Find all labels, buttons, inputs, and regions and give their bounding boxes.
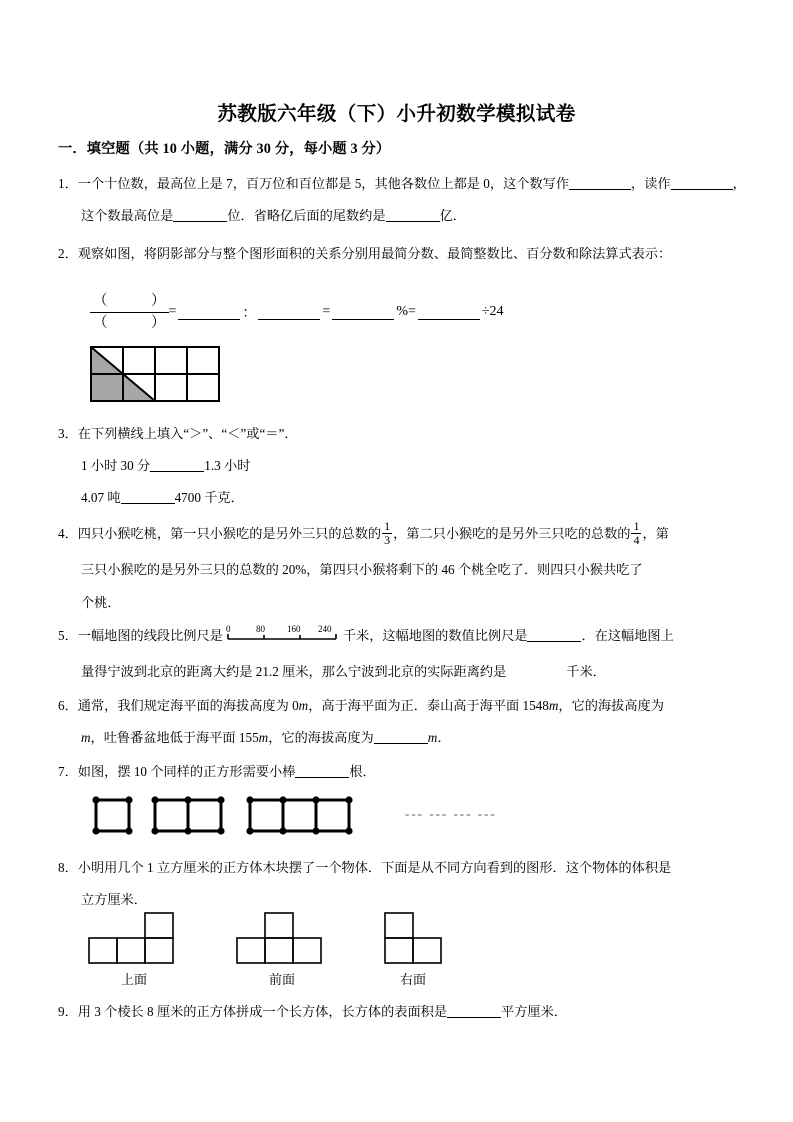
question-4-line1a: 四只小猴吃桃，第一只小猴吃的是另外三只的总数的 bbox=[77, 526, 382, 541]
question-3-line3b: 4700 千克． bbox=[174, 490, 244, 505]
answer-blank[interactable] bbox=[671, 175, 733, 190]
view-top bbox=[88, 912, 184, 988]
question-5-line1c: ．在这幅地图上 bbox=[581, 628, 674, 643]
answer-blank[interactable] bbox=[150, 457, 204, 472]
question-2-line1: 观察如图，将阴影部分与整个图形面积的关系分别用最简分数、最简整数比、百分数和除法算式表示： bbox=[77, 246, 672, 261]
question-6-number: 6． bbox=[58, 698, 78, 713]
view-top-svg bbox=[88, 912, 184, 964]
question-6 bbox=[58, 690, 758, 754]
question-8 bbox=[58, 852, 758, 916]
question-1-line1a: 一个十位数，最高位上是 7，百万位和百位都是 5，其他各数位上都是 0，这个数写作 bbox=[77, 176, 570, 191]
fraction-numerator: （ ） bbox=[93, 292, 166, 309]
question-9-line1a: 用 3 个棱长 8 厘米的正方体拼成一个长方体，长方体的表面积是 bbox=[77, 1004, 448, 1019]
question-3-line1: 在下列横线上填入“＞”、“＜”或“＝”． bbox=[77, 426, 298, 441]
answer-blank[interactable] bbox=[447, 1003, 501, 1018]
answer-blank[interactable] bbox=[527, 627, 581, 642]
unit-meter: m． bbox=[427, 730, 451, 745]
question-6-line2c: ，它的海拔高度为 bbox=[268, 730, 374, 745]
question-1-line2b: 位．省略亿后面的尾数约是 bbox=[227, 208, 386, 223]
answer-blank[interactable] bbox=[178, 305, 240, 320]
matchstick-figure bbox=[88, 792, 388, 845]
answer-blank[interactable] bbox=[258, 305, 320, 320]
fraction-one-quarter bbox=[631, 520, 641, 548]
scale-axis bbox=[228, 634, 336, 639]
question-4-line1c: ，第 bbox=[642, 526, 669, 541]
question-3-line2b: 1.3 小时 bbox=[204, 458, 251, 473]
scale-tick-80: 80 bbox=[255, 624, 265, 634]
square-group-3 bbox=[250, 800, 349, 831]
question-6-line1c: ，它的海拔高度为 bbox=[558, 698, 664, 713]
scale-tick-160: 160 bbox=[286, 624, 301, 634]
answer-blank[interactable] bbox=[332, 305, 394, 320]
question-9-number: 9． bbox=[58, 1004, 78, 1019]
question-7 bbox=[58, 756, 758, 788]
answer-blank[interactable] bbox=[569, 175, 631, 190]
question-2-expression bbox=[90, 291, 504, 333]
scale-tick-240: 240 bbox=[317, 624, 332, 634]
question-1-line1c: ， bbox=[732, 176, 746, 191]
square-group-3-dots bbox=[246, 796, 352, 834]
colon-sign: ： bbox=[242, 306, 257, 321]
question-4 bbox=[58, 516, 758, 618]
question-6-line2b: ，吐鲁番盆地低于海平面 155 bbox=[90, 730, 259, 745]
equals-sign-2: = bbox=[322, 304, 331, 319]
question-5-line2b: 千米． bbox=[566, 664, 606, 679]
bracket-fraction bbox=[90, 292, 169, 333]
question-5 bbox=[58, 620, 758, 688]
percent-equals: %= bbox=[396, 304, 416, 319]
unit-meter: m bbox=[81, 730, 91, 745]
question-4-number: 4． bbox=[58, 526, 78, 541]
view-right bbox=[384, 912, 454, 988]
shaded-grid-figure bbox=[89, 345, 221, 408]
section-heading: 一．填空题（共 10 小题，满分 30 分，每小题 3 分） bbox=[58, 141, 391, 157]
square-group-1 bbox=[96, 800, 129, 831]
question-5-number: 5． bbox=[58, 628, 78, 643]
answer-blank[interactable] bbox=[295, 763, 349, 778]
equals-sign-1: = bbox=[168, 304, 177, 319]
answer-blank[interactable] bbox=[121, 489, 175, 504]
question-5-line2a: 量得宁波到北京的距离大约是 21.2 厘米，那么宁波到北京的实际距离约是 bbox=[81, 664, 507, 679]
fraction-numerator: 1 bbox=[633, 519, 640, 534]
answer-blank[interactable] bbox=[374, 729, 428, 744]
view-right-label: 右面 bbox=[399, 972, 426, 987]
view-front-svg bbox=[236, 912, 332, 964]
question-6-line1b: ，高于海平面为正．泰山高于海平面 1548 bbox=[308, 698, 549, 713]
question-2 bbox=[58, 238, 758, 270]
view-front bbox=[236, 912, 332, 988]
view-right-svg bbox=[384, 912, 454, 964]
unit-meter: m bbox=[298, 698, 309, 713]
question-7-line1b: 根． bbox=[349, 764, 376, 779]
answer-blank[interactable] bbox=[418, 305, 480, 320]
question-3-line3a: 4.07 吨 bbox=[81, 490, 121, 505]
scale-bar-svg bbox=[224, 622, 342, 644]
unit-meter: m bbox=[258, 730, 269, 745]
question-8-line2: 立方厘米． bbox=[81, 892, 147, 907]
answer-blank[interactable] bbox=[386, 207, 440, 222]
scale-tick-0: 0 bbox=[225, 624, 231, 634]
question-3 bbox=[58, 418, 758, 514]
question-1-line2c: 亿． bbox=[439, 208, 466, 223]
question-4-line1b: ，第二只小猴吃的是另外三只吃的总数的 bbox=[393, 526, 631, 541]
question-1-number: 1． bbox=[58, 176, 78, 191]
shaded-grid-svg bbox=[89, 345, 221, 403]
answer-blank[interactable] bbox=[173, 207, 227, 222]
fraction-numerator: 1 bbox=[384, 519, 391, 534]
square-group-1-dots bbox=[92, 796, 132, 834]
question-8-number: 8． bbox=[58, 860, 78, 875]
question-3-line2a: 1 小时 30 分 bbox=[81, 458, 151, 473]
three-views-figure bbox=[88, 912, 454, 988]
question-9-line1b: 平方厘米． bbox=[501, 1004, 567, 1019]
question-7-line1a: 如图，摆 10 个同样的正方形需要小棒 bbox=[77, 764, 296, 779]
question-4-line3: 个桃． bbox=[81, 595, 121, 610]
square-group-2 bbox=[155, 800, 221, 831]
scale-bar-figure bbox=[224, 622, 342, 656]
page-title: 苏教版六年级（下）小升初数学模拟试卷 bbox=[217, 104, 576, 125]
question-9 bbox=[58, 996, 758, 1028]
view-front-label: 前面 bbox=[268, 972, 295, 987]
question-1-line1b: ，读作 bbox=[631, 176, 671, 191]
matchstick-svg bbox=[88, 792, 388, 840]
answer-blank[interactable] bbox=[506, 664, 566, 678]
question-3-number: 3． bbox=[58, 426, 78, 441]
fraction-denominator: （ ） bbox=[90, 312, 169, 333]
question-2-number: 2． bbox=[58, 246, 78, 261]
divide-24: ÷24 bbox=[481, 304, 504, 319]
question-5-line1b: ，这幅地图的数值比例尺是 bbox=[369, 628, 528, 643]
question-4-line2: 三只小猴吃的是另外三只的总数的 20%，第四只小猴将剩下的 46 个桃全吃了．则四只小猴共吃了 bbox=[81, 562, 643, 577]
question-7-number: 7． bbox=[58, 764, 78, 779]
question-5-unit: 千米 bbox=[342, 628, 370, 643]
fraction-one-third bbox=[382, 520, 392, 548]
question-5-line1a: 一幅地图的线段比例尺是 bbox=[77, 628, 223, 643]
fraction-denominator: 4 bbox=[633, 533, 640, 548]
question-8-line1: 小明用几个 1 立方厘米的正方体木块摆了一个物体．下面是从不同方向看到的图形．这个物体的体积是 bbox=[77, 860, 672, 875]
unit-meter: m bbox=[548, 698, 559, 713]
view-top-label: 上面 bbox=[120, 972, 147, 987]
matchstick-ellipsis: --- --- --- --- bbox=[405, 806, 497, 821]
question-6-line1a: 通常，我们规定海平面的海拔高度为 0 bbox=[77, 698, 299, 713]
question-1 bbox=[58, 168, 758, 232]
fraction-denominator: 3 bbox=[384, 533, 391, 548]
question-1-line2a: 这个数最高位是 bbox=[81, 208, 174, 223]
